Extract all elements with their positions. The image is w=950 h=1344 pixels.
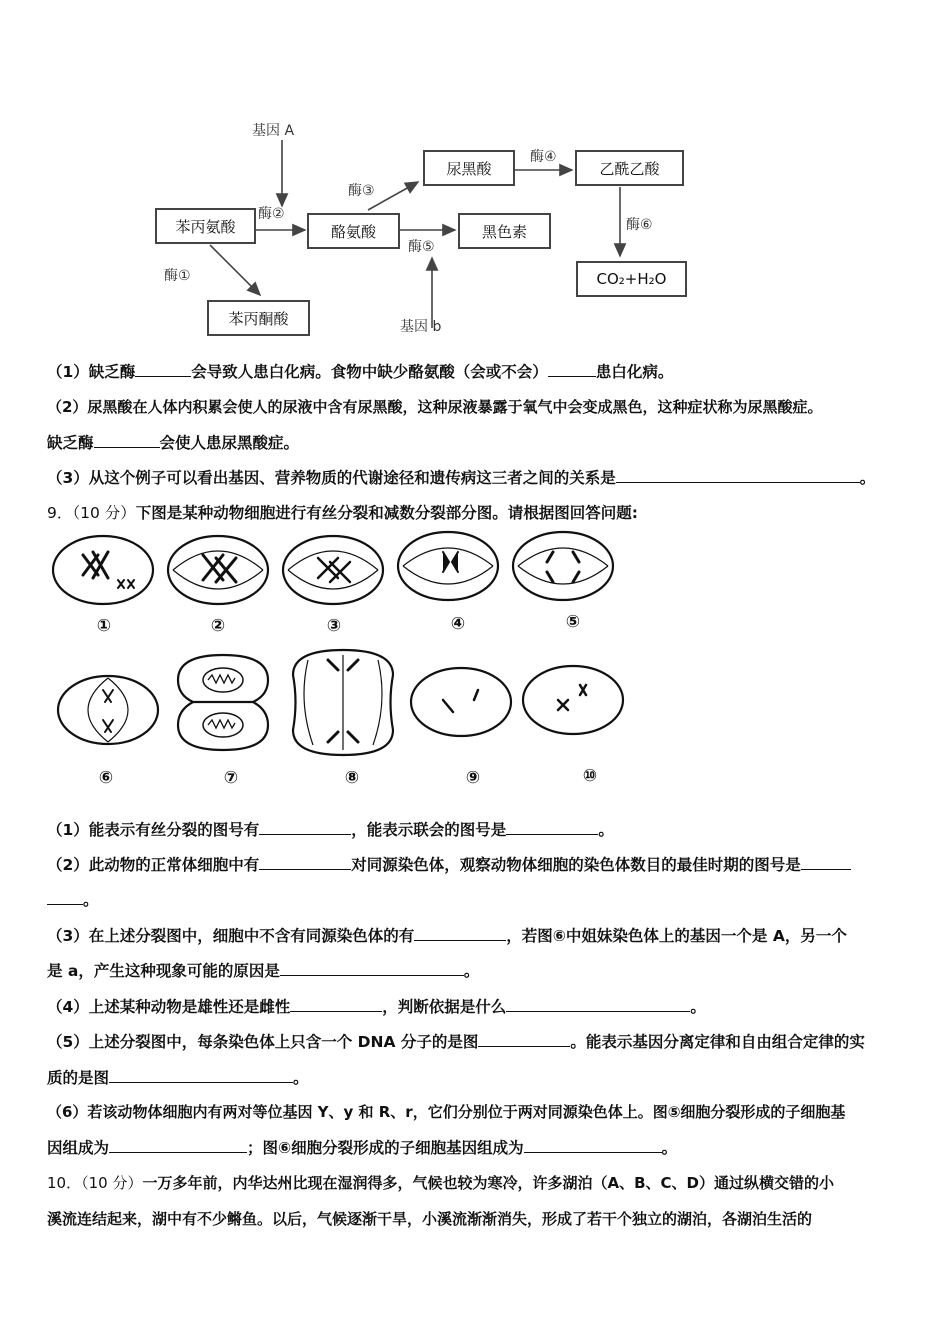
q8-p1-text-c: 患白化病。 [595,363,674,381]
tyrosine-box: 酪氨酸 [307,213,400,249]
q9-blank-6[interactable] [280,961,464,976]
q8-blank-1[interactable] [135,362,191,377]
figure-label-4: ④ [450,614,466,634]
co2-h2o-box: CO₂+H₂O [576,261,687,297]
q9-p1-text-a: （1）能表示有丝分裂的图号有 [47,821,260,839]
homogentisic-acid-box: 尿黑酸 [423,150,515,186]
q9-p1-text-c: 。 [598,821,614,839]
enzyme-1-label: 酶① [164,268,191,284]
q9-blank-10[interactable] [109,1068,293,1083]
q9-part1 [47,818,614,840]
cell-division-figures [48,530,648,800]
q9-blank-1[interactable] [259,820,351,835]
q9-title-text: 下图是某种动物细胞进行有丝分裂和减数分裂部分图。请根据图回答问题: [135,504,638,522]
q9-blank-4-cont[interactable] [47,890,83,905]
q8-p2-text-b: 缺乏酶 [47,434,94,452]
q9-p2-text-a: （2）此动物的正常体细胞中有 [47,856,260,874]
enzyme-6-label: 酶⑥ [626,217,653,233]
q8-p2-text-c: 会使人患尿黑酸症。 [159,434,300,452]
q8-blank-4[interactable] [616,468,860,483]
q9-blank-12[interactable] [524,1138,662,1153]
phenylpyruvate-box: 苯丙酮酸 [207,300,310,336]
q9-blank-11[interactable] [109,1138,247,1153]
gene-a-label: 基因 A [252,123,295,139]
q9-p6-text-c: ；图⑥细胞分裂形成的子细胞基因组成为 [247,1139,524,1157]
q9-p2-text-b: 对同源染色体，观察动物体细胞的染色体数目的最佳时期的图号是 [351,856,801,874]
figure-label-2: ② [210,616,226,636]
phenylalanine-box: 苯丙氨酸 [155,208,256,244]
q9-p2-text-c: 。 [83,891,99,909]
q8-blank-2[interactable] [548,362,596,377]
q10-line1-text: 一万多年前，内华达州比现在湿润得多，气候也较为寒冷，许多湖泊（A、B、C、D）通过纵横交错的小 [142,1174,834,1192]
q9-blank-4[interactable] [801,855,851,870]
q8-part1 [47,360,673,382]
q10-line1 [47,1172,834,1193]
q9-part5-cont [47,1066,309,1088]
q9-p5-text-d: 。 [293,1069,309,1087]
q9-blank-3[interactable] [259,855,351,870]
q9-part6-cont [47,1136,677,1158]
q9-p3-text-b: ，若图⑥中姐妹染色体上的基因一个是 A，另一个 [506,927,847,945]
q8-p1-text-a: （1）缺乏酶 [47,363,136,381]
melanin-box: 黑色素 [458,213,551,249]
q9-blank-5[interactable] [414,926,506,941]
q9-p3-text-a: （3）在上述分裂图中，细胞中不含有同源染色体的有 [47,927,415,945]
q9-part4 [47,995,706,1017]
q8-blank-3[interactable] [94,433,160,448]
q9-blank-8[interactable] [506,997,690,1012]
q9-blank-7[interactable] [290,997,382,1012]
metabolic-pathway-diagram [150,110,690,350]
enzyme-5-label: 酶⑤ [408,239,435,255]
q8-part2: （2）尿黑酸在人体内积累会使人的尿液中含有尿黑酸，这种尿液暴露于氧气中会变成黑色，这种症状称为尿黑酸症。 [47,398,823,416]
figure-label-1: ① [96,616,112,636]
q8-part2-cont [47,431,299,453]
q8-part3 [47,466,875,488]
figure-label-3: ③ [326,616,342,636]
q9-number: 9．（10 分） [47,504,136,522]
figure-label-10: ⑩ [582,766,598,786]
q9-p3-text-d: 。 [463,962,480,980]
acetoacetic-acid-box: 乙酰乙酸 [575,150,684,186]
q8-p3-text-b: 。 [859,469,876,487]
q9-p4-text-b: ，判断依据是什么 [382,998,507,1016]
q9-p3-text-c: 是 a，产生这种现象可能的原因是 [47,962,280,980]
q9-part2 [47,853,851,875]
q9-title [47,501,638,523]
q9-p5-text-a: （5）上述分裂图中，每条染色体上只含一个 DNA 分子的是图 [47,1033,479,1051]
q9-part3-cont [47,959,479,981]
enzyme-3-label: 酶③ [348,183,375,199]
q9-p6-text-b: 因组成为 [47,1139,110,1157]
figure-label-6: ⑥ [98,768,114,788]
cell-drawings [48,530,648,800]
q9-p4-text-a: （4）上述某种动物是雄性还是雌性 [47,998,291,1016]
q9-p1-text-b: ，能表示联会的图号是 [351,821,507,839]
q9-blank-2[interactable] [506,820,598,835]
figure-label-7: ⑦ [223,768,239,788]
q9-p5-text-c: 质的是图 [47,1069,110,1087]
q9-part6: （6）若该动物体细胞内有两对等位基因 Y、y 和 R、r，它们分别位于两对同源染色体上。图⑤细胞分裂形成的子细胞基 [47,1103,846,1121]
q10-line2: 溪流连结起来，湖中有不少鳉鱼。以后，气候逐渐干旱，小溪流渐渐消失，形成了若干个独立的湖泊，各湖泊生活的 [47,1210,813,1228]
figure-label-9: ⑨ [465,768,481,788]
q9-p5-text-b: 。能表示基因分离定律和自由组合定律的实 [570,1033,865,1051]
q9-part5 [47,1030,865,1052]
enzyme-2-label: 酶② [258,206,285,222]
figure-label-5: ⑤ [565,612,581,632]
gene-b-label: 基因 b [400,319,442,335]
q8-p1-text-b: 会导致人患白化病。食物中缺少酪氨酸（会或不会） [191,363,548,381]
q9-p4-text-c: 。 [690,998,706,1016]
q9-part2-cont [47,888,99,910]
q9-p6-text-d: 。 [661,1139,678,1157]
q9-part3 [47,924,847,946]
figure-label-8: ⑧ [344,768,360,788]
q9-blank-9[interactable] [478,1032,570,1047]
enzyme-4-label: 酶④ [530,149,557,165]
q8-p3-text-a: （3）从这个例子可以看出基因、营养物质的代谢途径和遗传病这三者之间的关系是 [47,469,616,487]
q10-number: 10．（10 分） [47,1174,143,1192]
